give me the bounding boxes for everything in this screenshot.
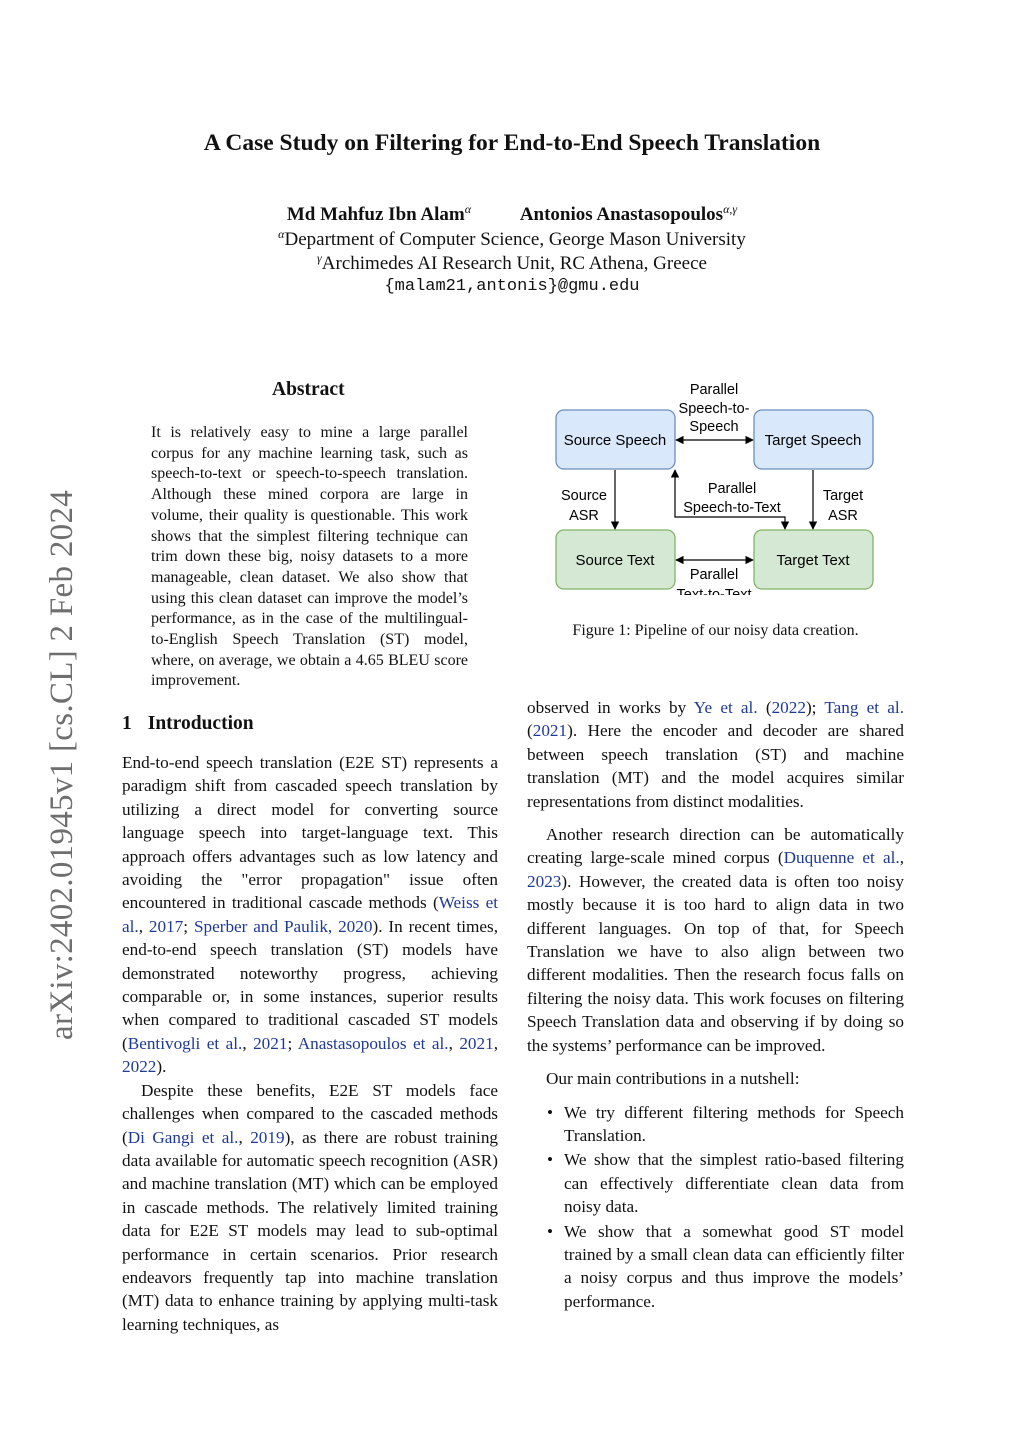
text-run: , — [899, 848, 904, 868]
text-run: , — [448, 1033, 460, 1053]
label-s2s-line2: Speech-to- — [678, 401, 750, 417]
list-item-text: We show that the simplest ratio-based filtering can effectively differentiate clean data from noisy data. — [564, 1150, 904, 1217]
label-s2s-line1: Parallel — [689, 382, 739, 398]
citation-link[interactable]: 2019 — [250, 1127, 285, 1147]
contributions-lead: Our main contributions in a nutshell: — [546, 1069, 800, 1089]
label-s2t-line1: Parallel — [707, 481, 757, 497]
text-run: ). Here the encoder and decoder are shared between speech translation (ST) and machine translation (MT) and the model acquires similar representations from distinct modalities. — [527, 721, 904, 811]
citation-link[interactable]: Weiss et al. — [122, 893, 498, 936]
bullet-icon: • — [547, 1102, 554, 1122]
node-source-text-label: Source Text — [575, 552, 655, 569]
affiliation-2-text: Archimedes AI Research Unit, RC Athena, Greece — [321, 253, 707, 274]
citation-link[interactable]: 2022 — [771, 698, 806, 717]
intro-paragraph-2 — [122, 1079, 498, 1336]
intro-paragraph-1 — [122, 751, 498, 1079]
author-1 — [287, 204, 471, 226]
abstract-heading: Abstract — [272, 379, 345, 400]
figure-1-pipeline — [550, 380, 880, 595]
node-target-text-label: Target Text — [776, 552, 850, 569]
author-list — [0, 204, 1024, 226]
text-run: observed in works by — [527, 698, 694, 717]
affiliation-1-mark: α — [278, 227, 285, 241]
affiliation-2-mark: γ — [317, 251, 322, 265]
list-item-text: We show that a somewhat good ST model trained by a small clean data can efficiently filter a noisy corpus and thus improve the models’ performance. — [564, 1221, 904, 1311]
section-heading-introduction — [122, 713, 254, 735]
author-email: {malam21,antonis}@gmu.edu — [384, 277, 640, 296]
text-run: ( — [757, 698, 772, 717]
bullet-icon: • — [547, 1221, 554, 1241]
list-item — [527, 1148, 904, 1218]
citation-link[interactable]: Di Gangi et al. — [127, 1127, 239, 1147]
label-s2s-line3: Speech — [689, 419, 739, 435]
citation-link[interactable]: Tang et al. — [824, 698, 904, 717]
text-run: , — [493, 1033, 498, 1053]
paper-title: A Case Study on Filtering for End-to-End Speech Translation — [203, 130, 821, 156]
citation-link[interactable]: 2021 — [459, 1033, 494, 1053]
label-t2t-line2: Text-to-Text — [676, 587, 752, 595]
citation-link[interactable]: 2021 — [532, 721, 568, 741]
citation-link[interactable]: Anastasopoulos et al. — [297, 1033, 449, 1053]
citation-link[interactable]: Ye et al. — [693, 698, 758, 717]
figure-caption: Figure 1: Pipeline of our noisy data creation. — [572, 622, 859, 639]
affiliation-1 — [0, 229, 1024, 251]
author-2-name: Antonios Anastasopoulos — [519, 204, 724, 225]
text-run: , — [242, 1033, 254, 1053]
label-s2t-line2: Speech-to-Text — [683, 500, 781, 516]
author-2-mark: α,γ — [723, 202, 738, 216]
text-run: Another research direction can be automatically creating large-scale mined corpus ( — [527, 825, 904, 868]
text-run: End-to-end speech translation (E2E ST) represents a paradigm shift from cascaded speech translation by utilizing a direct model for converting source language speech into target-language text. This approach offers advantages such as low latency and avoiding the "error propagation" issue often encountered in traditional cascade methods ( — [122, 753, 498, 913]
author-1-name: Md Mahfuz Ibn Alam — [286, 204, 465, 225]
arxiv-stamp: arXiv:2402.01945v1 [cs.CL] 2 Feb 2024 — [44, 489, 80, 1040]
text-run: ). In recent times, end-to-end speech translation (ST) models have demonstrated noteworthy progress, achieving comparable or, in some instances, superior results when compared to traditional cascaded ST models ( — [122, 916, 498, 1053]
text-run: ). — [156, 1057, 167, 1077]
label-source-asr-line2: ASR — [569, 508, 599, 524]
text-run: ). However, the created data is often too noisy mostly because it is too hard to align data in two different languages. On top of that, for Speech Translation we have to also align between two different modalities. Then the research focus falls on filtering the noisy data. This work focuses on filtering Speech Translation data and observing if by doing so the systems’ performance can be improved. — [527, 871, 904, 1055]
node-target-speech-label: Target Speech — [764, 432, 862, 449]
author-2 — [520, 204, 737, 226]
label-target-asr-line2: ASR — [828, 508, 858, 524]
citation-link[interactable]: Bentivogli et al. — [127, 1033, 243, 1053]
abstract-text: It is relatively easy to mine a large parallel corpus for any machine learning task, such as speech-to-text or speech-to-speech translation. Although these mined corpora are large in volume, their quality is questionable. This work shows that the simplest filtering technique can trim down these big, noisy datasets to a more manageable, clean dataset. We also show that using this clean dataset can improve the model’s performance, as in the case of the multilingual-to-English Speech Translation (ST) model, where, on average, we obtain a 4.65 BLEU score improvement. — [151, 424, 468, 690]
text-run: , — [138, 916, 149, 936]
citation-link[interactable]: 2022 — [122, 1057, 157, 1077]
left-column — [122, 751, 498, 1336]
text-run: ); — [805, 698, 825, 717]
citation-link[interactable]: 2023 — [527, 871, 562, 891]
citation-link[interactable]: 2017 — [148, 916, 184, 936]
node-source-speech-label: Source Speech — [563, 432, 667, 449]
intro-paragraph-4 — [527, 823, 904, 1057]
affiliation-2 — [0, 253, 1024, 275]
section-title: Introduction — [147, 713, 254, 734]
text-run: ; — [183, 916, 194, 936]
section-number: 1 — [122, 713, 132, 734]
text-run: ), as there are robust training data available for automatic speech recognition (ASR) and machine translation (MT) which can be employed in cascade methods. The relatively limited training data for E2E ST models may lead to sub-optimal performance in certain scenarios. Prior research endeavors frequently tap into machine translation (MT) data to enhance training by applying multi-task learning techniques, as — [122, 1127, 499, 1334]
label-t2t-line1: Parallel — [689, 567, 739, 583]
right-column — [527, 696, 904, 1313]
citation-link[interactable]: 2021 — [253, 1033, 288, 1053]
text-run: ; — [287, 1033, 298, 1053]
list-item — [527, 1220, 904, 1314]
intro-paragraph-3 — [527, 696, 904, 813]
text-run: , — [238, 1127, 251, 1147]
citation-link[interactable]: Sperber and Paulik, 2020 — [193, 916, 373, 936]
label-target-asr-line1: Target — [822, 488, 864, 504]
bullet-icon: • — [547, 1150, 554, 1170]
author-1-mark: α — [464, 202, 472, 216]
text-run: ( — [527, 721, 533, 741]
list-item-text: We try different filtering methods for Speech Translation. — [564, 1102, 904, 1145]
contributions-list — [527, 1101, 904, 1314]
citation-link[interactable]: Duquenne et al. — [783, 848, 900, 868]
text-run: Despite these benefits, E2E ST models face challenges when compared to the cascaded methods ( — [122, 1080, 498, 1147]
pipeline-diagram — [550, 380, 880, 595]
label-source-asr-line1: Source — [561, 488, 607, 504]
list-item — [527, 1101, 904, 1148]
affiliation-1-text: Department of Computer Science, George Mason University — [284, 229, 746, 250]
